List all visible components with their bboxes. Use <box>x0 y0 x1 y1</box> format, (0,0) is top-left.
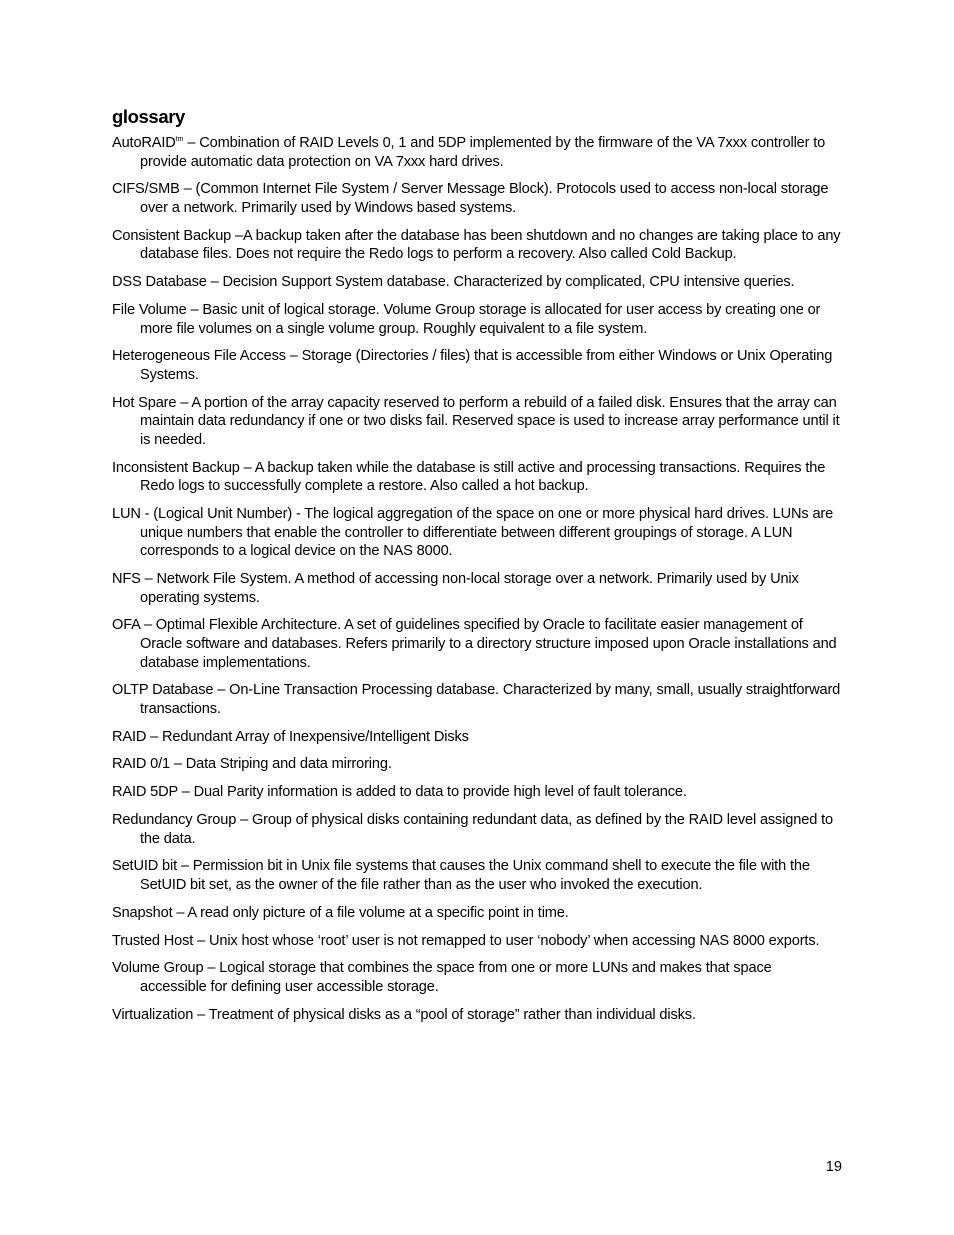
glossary-entry-lun: LUN - (Logical Unit Number) - The logical aggregation of the space on one or more physical hard drives. LUNs are unique numbers that enable the controller to differentiate between different groupings of storage. A LUN corresponds to a logical device on the NAS 8000. <box>112 506 834 560</box>
glossary-list <box>112 134 842 1024</box>
glossary-entry-virtualization: Virtualization – Treatment of physical disks as a “pool of storage” rather than individual disks. <box>112 1006 696 1023</box>
glossary-entry-trusted-host: Trusted Host – Unix host whose ‘root’ user is not remapped to user ‘nobody’ when accessing NAS 8000 exports. <box>112 932 820 949</box>
glossary-entry-raid-5dp: RAID 5DP – Dual Parity information is added to data to provide high level of fault tolerance. <box>112 784 687 801</box>
glossary-term: AutoRAID <box>112 135 176 151</box>
glossary-entry-file-volume: File Volume – Basic unit of logical storage. Volume Group storage is allocated for user access by creating one or more file volumes on a single volume group. Roughly equivalent to a file system. <box>112 301 821 337</box>
trademark-superscript: tm <box>175 136 184 144</box>
glossary-entry-heterogeneous-file-access: Heterogeneous File Access – Storage (Directories / files) that is accessible from either Windows or Unix Operating Systems. <box>112 348 833 383</box>
glossary-entry-raid-0-1: RAID 0/1 – Data Striping and data mirroring. <box>112 756 392 773</box>
glossary-definition: – Combination of RAID Levels 0, 1 and 5DP implemented by the firmware of the VA 7xxx controller to provide automatic data protection on VA 7xxx hard drives. <box>140 135 826 170</box>
glossary-entry-ofa: OFA – Optimal Flexible Architecture. A set of guidelines specified by Oracle to facilitate easier management of Oracle software and databases. Refers primarily to a directory structure imposed upon Oracle installations and database implementations. <box>112 617 837 671</box>
glossary-entry-nfs: NFS – Network File System. A method of accessing non-local storage over a network. Primarily used by Unix operating systems. <box>112 570 799 606</box>
glossary-entry-raid: RAID – Redundant Array of Inexpensive/Intelligent Disks <box>112 728 469 745</box>
glossary-entry-setuid-bit: SetUID bit – Permission bit in Unix file systems that causes the Unix command shell to execute the file with the SetUID bit set, as the owner of the file rather than as the user who invoked the execution. <box>112 858 810 893</box>
glossary-entry-hot-spare: Hot Spare – A portion of the array capacity reserved to perform a rebuild of a failed disk. Ensures that the array can maintain data redundancy if one or two disks fail. Reserved space is used to increase array performance until it is needed. <box>112 394 840 448</box>
glossary-entry-inconsistent-backup: Inconsistent Backup – A backup taken while the database is still active and processing transactions. Requires the Redo logs to successfully complete a restore. Also called a hot backup. <box>112 459 826 495</box>
glossary-entry-dss-database: DSS Database – Decision Support System database. Characterized by complicated, CPU intensive queries. <box>112 274 795 291</box>
glossary-entry-oltp-database: OLTP Database – On-Line Transaction Processing database. Characterized by many, small, usually straightforward transactions. <box>112 682 841 717</box>
glossary-page <box>112 104 842 1034</box>
glossary-entry-consistent-backup: Consistent Backup –A backup taken after the database has been shutdown and no changes are taking place to any database files. Does not require the Redo logs to perform a recovery. Also called Cold Backup. <box>112 227 841 263</box>
glossary-entry-snapshot: Snapshot – A read only picture of a file volume at a specific point in time. <box>112 904 569 921</box>
glossary-entry-volume-group: Volume Group – Logical storage that combines the space from one or more LUNs and makes that space accessible for defining user accessible storage. <box>112 960 772 995</box>
glossary-entry-autoraid <box>112 134 842 171</box>
page-number: 19 <box>825 1159 842 1175</box>
glossary-entry-cifs-smb: CIFS/SMB – (Common Internet File System / Server Message Block). Protocols used to access non-local storage over a network. Primarily used by Windows based systems. <box>112 181 829 216</box>
glossary-entry-redundancy-group: Redundancy Group – Group of physical disks containing redundant data, as defined by the RAID level assigned to the data. <box>112 812 833 847</box>
page-title: glossary <box>112 106 185 127</box>
